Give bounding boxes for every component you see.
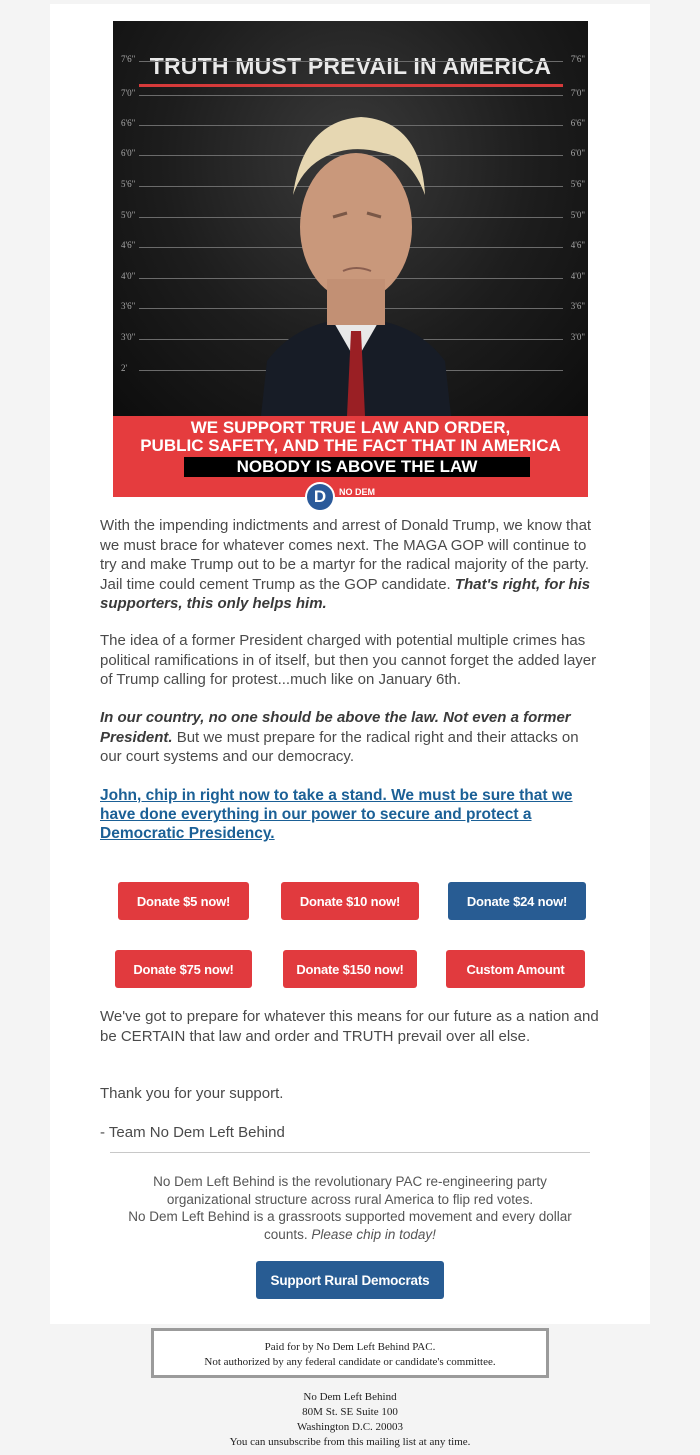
street-address: 80M St. SE Suite 100 [302,1406,398,1418]
hero-slogan-bar: NOBODY IS ABOVE THE LAW [184,457,530,477]
paid-for-text: Paid for by No Dem Left Behind PAC. [264,1341,436,1353]
disclaimer-box [151,1328,549,1378]
brand-logo [305,480,399,514]
paragraph-intro: With the impending indictments and arrest of Donald Trump, we know that we must brace for whatever comes next. The MAGA GOP will continue to try and make Trump out to be a martyr for the radical majority of the party. Jail time could cement Trump as the GOP candidate. That's right, for his supporters, this only helps him. [100,517,592,612]
donate-10-button[interactable]: Donate $10 now! [281,882,419,920]
height-rule: 2' [139,370,563,371]
paragraph-ramifications: The idea of a former President charged with potential multiple crimes has political ramifications in of itself, but then you cannot forget the added layer of Trump calling for protest...much like on January 6th. [100,632,597,688]
hero-slogan-line1: WE SUPPORT TRUE LAW AND ORDER, [190,418,511,437]
donate-24-button[interactable]: Donate $24 now! [448,882,586,920]
support-rural-democrats-button[interactable]: Support Rural Democrats [256,1261,444,1299]
logo-wordmark: NO DEM LEFT BEHIND [339,487,399,507]
portrait-photo [261,99,451,416]
height-rule: 7'6" 7'6" [121,54,585,64]
height-rule: 5'0" 5'0" [121,210,585,220]
logo-d-icon: D [305,482,335,512]
donate-5-button[interactable]: Donate $5 now! [118,882,249,920]
unsubscribe-text[interactable]: You can unsubscribe from this mailing list at any time. [229,1436,471,1448]
hero-banner [113,416,588,507]
chip-in-link[interactable]: John, chip in right now to take a stand. We must be sure that we have done everything in our power to secure and protect a Democratic Presidency. [100,787,573,842]
paragraph-thanks: Thank you for your support. [100,1085,284,1102]
hero-title: TRUTH MUST PREVAIL IN AMERICA [149,53,552,79]
height-rule: 6'6" 6'6" [121,118,585,128]
hero-slogan-line2: PUBLIC SAFETY, AND THE FACT THAT IN AMERICA [140,436,561,455]
org-name: No Dem Left Behind [303,1391,397,1403]
paragraph-prepare: We've got to prepare for whatever this means for our future as a nation and be CERTAIN that law and order and TRUTH prevail over all else. [100,1008,599,1045]
height-rule: 3'6" 3'6" [121,301,585,311]
height-rule: 5'6" 5'6" [121,179,585,189]
donate-150-button[interactable]: Donate $150 now! [283,950,417,988]
signature: - Team No Dem Left Behind [100,1124,285,1141]
height-rule: 7'0" 7'0" [121,88,585,98]
divider [110,1152,590,1153]
height-rule: 6'0" 6'0" [121,148,585,158]
not-authorized-text: Not authorized by any federal candidate or candidate's committee. [204,1356,496,1368]
about-pac: No Dem Left Behind is the revolutionary PAC re-engineering party organizational structure across rural America to flip red votes. No Dem Left Behind is a grassroots supported movement and every dollar counts. Please chip in today! [128,1174,572,1242]
mailing-address [150,1390,550,1450]
city-address: Washington D.C. 20003 [296,1421,404,1433]
height-rule: 3'0" 3'0" [121,332,585,342]
custom-amount-button[interactable]: Custom Amount [446,950,585,988]
donate-75-button[interactable]: Donate $75 now! [115,950,252,988]
height-rule: 4'0" 4'0" [121,271,585,281]
hero-title-underline [139,84,563,87]
mugshot-backdrop [113,21,588,416]
paragraph-above-law: In our country, no one should be above the law. Not even a former President. But we must prepare for the radical right and their attacks on our court systems and our democracy. [100,709,579,765]
height-rule: 4'6" 4'6" [121,240,585,250]
hero-image[interactable] [113,21,588,507]
